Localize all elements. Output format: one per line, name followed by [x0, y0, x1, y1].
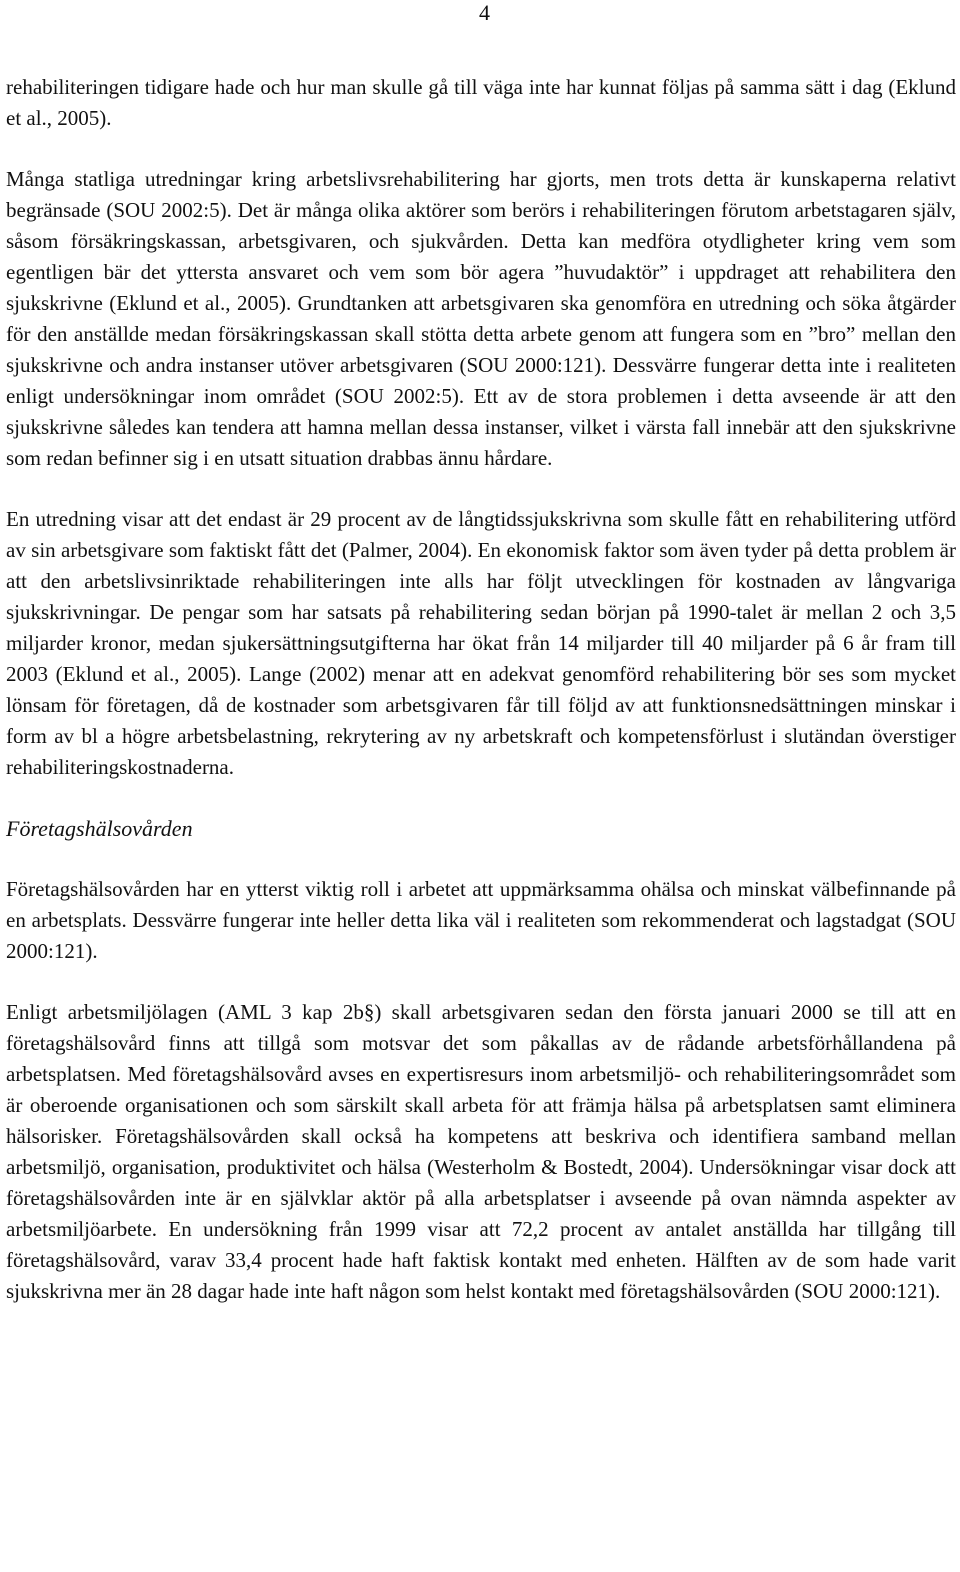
body-text	[6, 72, 956, 1307]
paragraph-statliga-utredningar: Många statliga utredningar kring arbetslivsrehabilitering har gjorts, men trots detta är kunskaperna relativt begränsade (SOU 2002:5). Det är många olika aktörer som berörs i rehabiliteringen förutom arbetstagaren själv, såsom försäkringskassan, arbetsgivaren, och sjukvården. Detta kan medföra otydligheter kring vem som egentligen bär det yttersta ansvaret och vem som bör agera ”huvudaktör” i uppdraget att rehabilitera den sjukskrivne (Eklund et al., 2005). Grundtanken att arbetsgivaren ska genomföra en utredning och söka åtgärder för den anställde medan försäkringskassan skall stötta detta arbete genom att fungera som en ”bro” mellan den sjukskrivne och andra instanser utöver arbetsgivaren (SOU 2000:121). Dessvärre fungerar detta inte i realiteten enligt undersökningar inom området (SOU 2002:5). Ett av de stora problemen i detta avseende är att den sjukskrivne således kan tendera att hamna mellan dessa instanser, vilket i värsta fall innebär att den sjukskrivne som redan befinner sig i en utsatt situation drabbas ännu hårdare.	[6, 167, 956, 470]
page-number: 4	[479, 0, 490, 25]
paragraph-foretagshalsovard-roll: Företagshälsovården har en ytterst viktig roll i arbetet att uppmärksamma ohälsa och minskat välbefinnande på en arbetsplats. Dessvärre fungerar inte heller detta lika väl i realiteten som rekommenderat och lagstadgat (SOU 2000:121).	[6, 877, 956, 963]
paragraph-utredning-29-procent: En utredning visar att det endast är 29 procent av de långtidssjukskrivna som skulle fått en rehabilitering utförd av sin arbetsgivare som faktiskt fått det (Palmer, 2004). En ekonomisk faktor som även tyder på detta problem är att den arbetslivsinriktade rehabiliteringen inte alls har följt utvecklingen för kostnaden av långvariga sjukskrivningar. De pengar som har satsats på rehabilitering sedan början på 1990-talet är mellan 2 och 3,5 miljarder kronor, medan sjukersättningsutgifterna har ökat från 14 miljarder till 40 miljarder på 6 år fram till 2003 (Eklund et al., 2005). Lange (2002) menar att en adekvat genomförd rehabilitering bör ses som mycket lönsam för företagen, då de kostnader som arbetsgivaren får till följd av att funktionsnedsättningen minskar i form av bl a högre arbetsbelastning, rekrytering av ny arbetskraft och kompetensförlust i slutändan överstiger rehabiliteringskostnaderna.	[6, 507, 956, 779]
section-heading: Företagshälsovården	[6, 816, 193, 841]
paragraph-continuation: rehabiliteringen tidigare hade och hur man skulle gå till väga inte har kunnat följas på samma sätt i dag (Eklund et al., 2005).	[6, 75, 956, 130]
paragraph-arbetsmiljolagen: Enligt arbetsmiljölagen (AML 3 kap 2b§) skall arbetsgivaren sedan den första januari 2000 se till att en företagshälsovård finns att tillgå som motsvar det som påkallas av de rådande arbetsförhållandena på arbetsplatsen. Med företagshälsovård avses en expertisresurs inom arbetsmiljö- och rehabiliteringsområdet som är oberoende organisationen och som särskilt skall arbeta för att främja hälsa på arbetsplatsen samt eliminera hälsorisker. Företagshälsovården skall också ha kompetens att beskriva och identifiera samband mellan arbetsmiljö, organisation, produktivitet och hälsa (Westerholm & Bostedt, 2004). Undersökningar visar dock att företagshälsovården inte är en självklar aktör på alla arbetsplatser i avseende på ovan nämnda aspekter av arbetsmiljöarbete. En undersökning från 1999 visar att 72,2 procent av antalet anställda har tillgång till företagshälsovård, varav 33,4 procent hade haft faktisk kontakt med enheten. Hälften av de som hade varit sjukskrivna mer än 28 dagar hade inte haft någon som helst kontakt med företagshälsovården (SOU 2000:121).	[6, 1000, 956, 1303]
